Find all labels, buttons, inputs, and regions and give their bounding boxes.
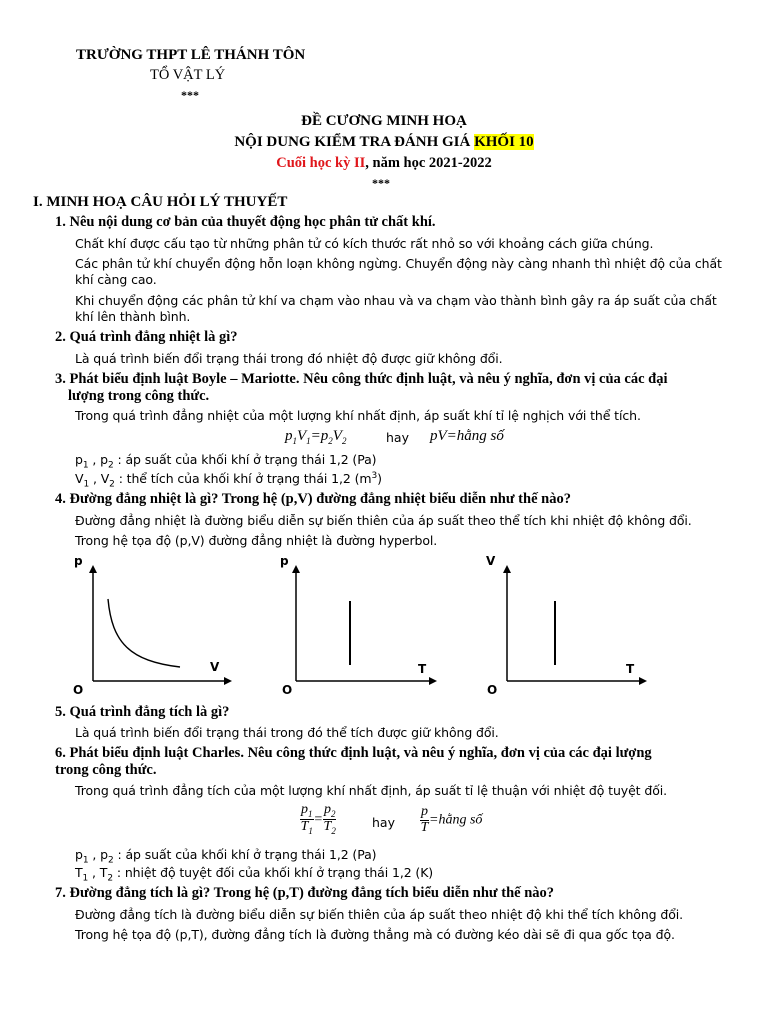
- school-name: TRƯỜNG THPT LÊ THÁNH TÔN: [76, 47, 306, 63]
- grade-highlight: KHỐI 10: [474, 134, 534, 150]
- charles-frac-3: $\frac{p}{T}$: [420, 804, 429, 835]
- answer-1-line-2a: Các phân tử khí chuyển động hỗn loạn không ngừng. Chuyển động này càng nhanh thì nhiệt độ của chất: [75, 256, 722, 271]
- semester-label: Cuối học kỳ II: [276, 155, 366, 171]
- question-5: 5. Quá trình đẳng tích là gì?: [55, 704, 230, 720]
- graph-3-x-label: T: [626, 662, 635, 676]
- graphs-panel: [60, 553, 720, 703]
- answer-1-line-2b: khí càng cao.: [75, 272, 157, 287]
- answer-4-line-1: Đường đẳng nhiệt là đường biểu diễn sự biến thiên của áp suất theo thể tích khi nhiệt độ không đổi.: [75, 513, 692, 528]
- boyle-formula: $p_1V_1=p_2V_2$: [285, 428, 347, 446]
- charles-frac-1: $\frac{p_1}{T_1}$: [300, 802, 313, 837]
- department-name: TỔ VẬT LÝ: [150, 67, 226, 83]
- boyle-const-text: =hằng số: [446, 428, 504, 444]
- section-heading: I. MINH HOẠ CÂU HỎI LÝ THUYẾT: [33, 194, 288, 210]
- title-line-2-prefix: NỘI DUNG KIỂM TRA ĐÁNH GIÁ: [234, 134, 475, 150]
- title-line-1: ĐỀ CƯƠNG MINH HOẠ: [301, 113, 467, 129]
- graph-isotherm-vt: [486, 554, 645, 697]
- graph-2-x-label: T: [418, 662, 427, 676]
- school-year: , năm học 2021-2022: [365, 155, 492, 171]
- boyle-v-legend: $V_1$ , $V_2$ : thể tích của khối khí ở trạng thái 1,2 $(m^3)$: [75, 471, 382, 490]
- charles-t-legend: $T_1$ , $T_2$ : nhiệt độ tuyệt đối của khối khí ở trạng thái 1,2 (K): [75, 865, 434, 884]
- boyle-v-legend-text: : thể tích của khối khí ở trạng thái 1,2 (m: [118, 471, 372, 487]
- answer-4-line-2: Trong hệ tọa độ (p,V) đường đẳng nhiệt là đường hyperbol.: [75, 533, 438, 548]
- graph-2-y-label: p: [280, 554, 289, 568]
- charles-frac-2: $\frac{p_2}{T_2}$: [323, 802, 336, 837]
- boyle-hay: hay: [386, 430, 409, 445]
- boyle-v-legend-close: ): [377, 471, 382, 487]
- title-line-2: [0, 134, 768, 151]
- boyle-p-legend: $p_1$ , $p_2$ : áp suất của khối khí ở trạng thái 1,2 (Pa): [75, 452, 377, 471]
- question-1: 1. Nêu nội dung cơ bản của thuyết động học phân tử chất khí.: [55, 214, 436, 230]
- title-stars: ***: [372, 176, 390, 190]
- charles-const-text: =hằng số: [429, 812, 483, 828]
- answer-7-line-1: Đường đẳng tích là đường biểu diễn sự biến thiên của áp suất theo nhiệt độ khi thể tích không đổi.: [75, 907, 684, 922]
- question-6-line-1: 6. Phát biểu định luật Charles. Nêu công thức định luật, và nêu ý nghĩa, đơn vị của các đại lượng: [55, 745, 652, 761]
- question-6-line-2: trong công thức.: [55, 762, 157, 778]
- graph-isotherm-pv: [73, 554, 230, 697]
- question-7: 7. Đường đẳng tích là gì? Trong hệ (p,T) đường đẳng tích biểu diễn như thế nào?: [55, 885, 555, 901]
- graph-3-origin: O: [487, 683, 498, 697]
- answer-3: Trong quá trình đẳng nhiệt của một lượng khí nhất định, áp suất khí tỉ lệ nghịch với thể tích.: [75, 408, 641, 423]
- graph-isotherm-pt: [280, 554, 435, 697]
- question-3-line-1: 3. Phát biểu định luật Boyle – Mariotte. Nêu công thức định luật, và nêu ý nghĩa, đơn vị của các đại: [55, 371, 668, 387]
- answer-2: Là quá trình biến đổi trạng thái trong đó nhiệt độ được giữ không đổi.: [75, 351, 503, 366]
- charles-p-legend-text: : áp suất của khối khí ở trạng thái 1,2 (Pa): [117, 847, 377, 862]
- charles-const-formula: [420, 805, 482, 835]
- charles-hay: hay: [372, 815, 395, 830]
- graph-1-x-label: V: [210, 660, 220, 674]
- answer-1-line-3a: Khi chuyển động các phân tử khí va chạm vào nhau và va chạm vào thành bình gây ra áp suất của chất: [75, 293, 717, 308]
- answer-6: Trong quá trình đẳng tích của một lượng khí nhất định, áp suất tỉ lệ thuận với nhiệt độ tuyệt đối.: [75, 783, 667, 798]
- question-4: 4. Đường đẳng nhiệt là gì? Trong hệ (p,V) đường đẳng nhiệt biểu diễn như thế nào?: [55, 491, 571, 507]
- answer-5: Là quá trình biến đổi trạng thái trong đó thể tích được giữ không đổi.: [75, 725, 499, 740]
- graph-1-origin: O: [73, 683, 84, 697]
- answer-1-line-1: Chất khí được cấu tạo từ những phân tử có kích thước rất nhỏ so với khoảng cách giữa chúng.: [75, 236, 654, 251]
- graph-1-hyperbola: [108, 599, 180, 667]
- question-3-line-2: lượng trong công thức.: [68, 388, 210, 404]
- charles-p-legend: $p_1$ , $p_2$ : áp suất của khối khí ở trạng thái 1,2 (Pa): [75, 847, 377, 866]
- charles-formula: $\frac{p_1}{T_1}$ = $\frac{p_2}{T_2}$: [300, 802, 336, 837]
- boyle-p-legend-text: : áp suất của khối khí ở trạng thái 1,2 (Pa): [117, 452, 377, 467]
- charles-t-legend-text: : nhiệt độ tuyệt đối của khối khí ở trạng thái 1,2 (K): [116, 865, 434, 880]
- graph-3-y-label: V: [486, 554, 496, 568]
- question-2: 2. Quá trình đẳng nhiệt là gì?: [55, 329, 238, 345]
- graph-2-origin: O: [282, 683, 293, 697]
- answer-1-line-3b: khí lên thành bình.: [75, 309, 191, 324]
- answer-7-line-2: Trong hệ tọa độ (p,T), đường đẳng tích là đường thẳng mà có đường kéo dài sẽ đi qua gốc tọa độ.: [75, 927, 675, 942]
- boyle-const-formula: pV=hằng số: [430, 428, 504, 444]
- graph-1-y-label: p: [74, 554, 83, 568]
- title-line-3: [0, 155, 768, 172]
- header-stars: ***: [181, 88, 199, 102]
